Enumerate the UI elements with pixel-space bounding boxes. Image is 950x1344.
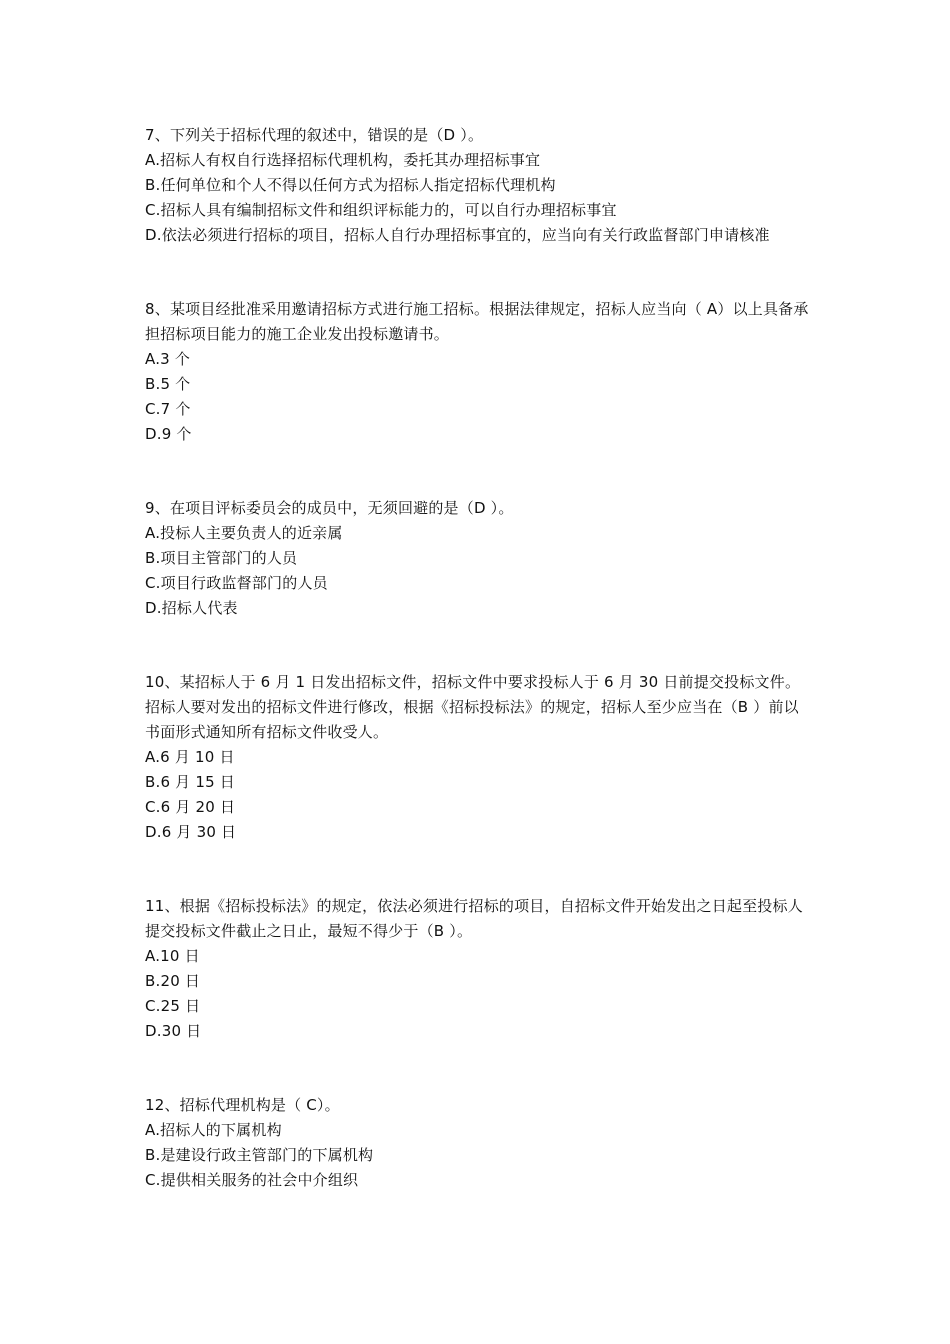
option-a: A.招标人有权自行选择招标代理机构，委托其办理招标事宜: [145, 151, 541, 169]
option-d: D.6 月 30 日: [145, 823, 237, 841]
option-b: B.5 个: [145, 375, 191, 393]
option-c: C.25 日: [145, 997, 201, 1015]
option-b: B.任何单位和个人不得以任何方式为招标人指定招标代理机构: [145, 176, 556, 194]
option-d: D.依法必须进行招标的项目，招标人自行办理招标事宜的，应当向有关行政监督部门申请核准: [145, 226, 770, 244]
option-c: C.提供相关服务的社会中介组织: [145, 1171, 359, 1189]
question-stem: 10、某招标人于 6 月 1 日发出招标文件，招标文件中要求投标人于 6 月 30 日前提交投标文件。招标人要对发出的招标文件进行修改，根据《招标投标法》的规定，招标人至少应当在（B ）前以书面形式通知所有招标文件收受人。: [145, 673, 801, 741]
question-12: [145, 1093, 813, 1193]
question-stem: 12、招标代理机构是（ C）。: [145, 1096, 340, 1114]
option-a: A.招标人的下属机构: [145, 1121, 282, 1139]
question-7: [145, 123, 813, 248]
option-c: C.7 个: [145, 400, 191, 418]
question-list: [145, 123, 813, 1193]
option-b: B.项目主管部门的人员: [145, 549, 298, 567]
option-a: A.3 个: [145, 350, 191, 368]
option-b: B.是建设行政主管部门的下属机构: [145, 1146, 374, 1164]
question-9: [145, 496, 813, 621]
question-10: [145, 670, 813, 845]
option-c: C.6 月 20 日: [145, 798, 236, 816]
question-stem: 7、下列关于招标代理的叙述中，错误的是（D ）。: [145, 126, 484, 144]
option-a: A.6 月 10 日: [145, 748, 235, 766]
question-8: [145, 297, 813, 447]
option-c: C.招标人具有编制招标文件和组织评标能力的，可以自行办理招标事宜: [145, 201, 617, 219]
question-stem: 11、根据《招标投标法》的规定，依法必须进行招标的项目，自招标文件开始发出之日起至投标人提交投标文件截止之日止，最短不得少于（B ）。: [145, 897, 803, 940]
question-11: [145, 894, 813, 1044]
question-stem: 8、某项目经批准采用邀请招标方式进行施工招标。根据法律规定，招标人应当向（ A）以上具备承担招标项目能力的施工企业发出投标邀请书。: [145, 300, 809, 343]
question-stem: 9、在项目评标委员会的成员中，无须回避的是（D ）。: [145, 499, 514, 517]
option-b: B.6 月 15 日: [145, 773, 235, 791]
option-d: D.9 个: [145, 425, 192, 443]
option-d: D.招标人代表: [145, 599, 238, 617]
option-d: D.30 日: [145, 1022, 202, 1040]
option-a: A.10 日: [145, 947, 200, 965]
option-a: A.投标人主要负责人的近亲属: [145, 524, 343, 542]
option-b: B.20 日: [145, 972, 201, 990]
option-c: C.项目行政监督部门的人员: [145, 574, 328, 592]
